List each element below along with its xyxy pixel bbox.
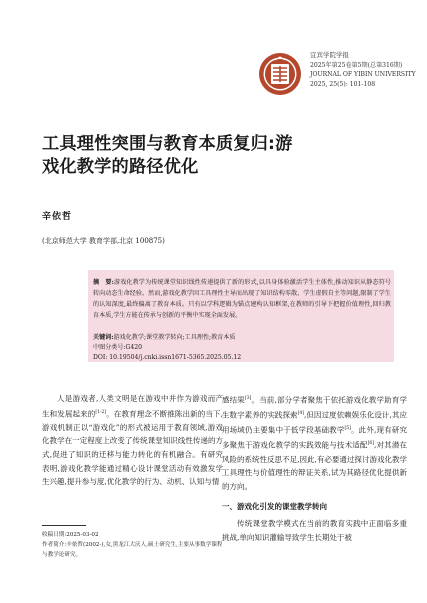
journal-volume: 2025年第25卷第5期(总第316期) (310, 61, 403, 69)
author-name: 辛依哲 (42, 212, 73, 222)
university-seal-icon (258, 52, 302, 96)
abstract (93, 277, 391, 321)
body-right-column (222, 392, 407, 545)
journal-name: 宜宾学院学报 (310, 51, 349, 59)
author-bio (42, 540, 227, 560)
footnote (42, 530, 227, 560)
journal-name-en: JOURNAL OF YIBIN UNIVERSITY (310, 71, 416, 79)
section-heading: 一、游戏化引发的课堂教学转向 (222, 501, 327, 511)
body-text: 。在教育理念不断推陈出新的当下,游戏机制正以“游戏化”的形式被运用于教育领域,游戏化教学在一定程度上改变了传统课堂知识线性传递的方式,促进了知识的迁移与能力转化的有机融合。有研究表明,游戏化教学能通过精心设计课堂活动有效激发学生兴趣,提升参与度,优化教学的行为、动机、认知与情 (42, 409, 224, 487)
body-text: 感结果 (222, 395, 245, 405)
body-text: ,但因过度依赖娱乐化设计,其应用场域仍主要集中于低学段基础教学 (222, 410, 407, 435)
journal-volume-en: 2025, 25(5): 101-108 (310, 80, 376, 88)
body-text: 人是游戏者,人类文明是在游戏中并作为游戏而产生和发展起来的 (42, 394, 223, 419)
citation: [1-2] (95, 409, 107, 415)
body-left-column (42, 392, 223, 489)
citation: [6] (367, 441, 374, 447)
body-text: ,对其潜在风险的系统性反思不足,因此,有必要通过探讨游戏化教学工具理性与价值理性的辩证关系,试为其路径优化提供新的方向。 (222, 440, 408, 491)
body-text: 。此外,现有研究多聚焦于游戏化教学的实践效能与技术适配 (222, 425, 408, 450)
abstract-text: 游戏化教学为传统课堂知识线性传递提供了新的形式,以具身体验激活学生主体性,推动知识从静态符号转向动态生命经验。然而,游戏化教学因工具理性主导而出现了知识结构零散、学生虚假自主等问题,限制了学生的认知深度,最终偏离了教育本质。只有以学科逻辑为锚点建构认知框架,在教师的引导下把握价值理性,回归教育本质,学生方能在传承与创新的平衡中实现全面发展。 (93, 279, 392, 320)
keywords-label: 关键词: (93, 334, 114, 341)
abstract-label: 摘 要: (93, 279, 114, 286)
doi: DOI: 10.19504/j.cnki.issn1671-5365.2025.05.12 (93, 354, 242, 361)
received-date: 收稿日期:2025-03-02 (42, 532, 99, 538)
title-line-2: 戏化教学的路径优化 (42, 157, 199, 177)
author-bio-text: 辛依哲(2002-),女,黑龙江大庆人,硕士研究生,主要从事数学课程与教学论研究。 (42, 542, 223, 558)
body-paragraph: 传统课堂教学模式在当前的教育实践中正面临多重挑战,单向知识灌输导致学生长期处于被 (222, 519, 407, 542)
citation: [5] (344, 426, 351, 432)
body-paragraph (42, 392, 223, 489)
keywords-text: 游戏化教学;课堂教学转向;工具理性;教育本质 (113, 334, 236, 341)
citation: [3] (244, 396, 252, 401)
title-line-1: 工具理性突围与教育本质复归:游 (42, 134, 293, 154)
citation: [4] (297, 411, 304, 417)
body-paragraph (222, 392, 407, 494)
author-bio-label: 作者简介: (42, 542, 67, 548)
journal-logo (258, 52, 302, 96)
keywords (93, 333, 235, 343)
article-title (42, 133, 387, 179)
body-text: 。当前,部分学者聚焦于依托游戏化教学助育学生数字素养的实践探索 (222, 395, 407, 420)
footnote-divider (42, 525, 86, 526)
clc-number: 中图分类号:G420 (93, 344, 143, 351)
journal-info (310, 51, 422, 89)
author-affiliation: (北京师范大学 教育学部,北京 100875) (42, 237, 165, 245)
